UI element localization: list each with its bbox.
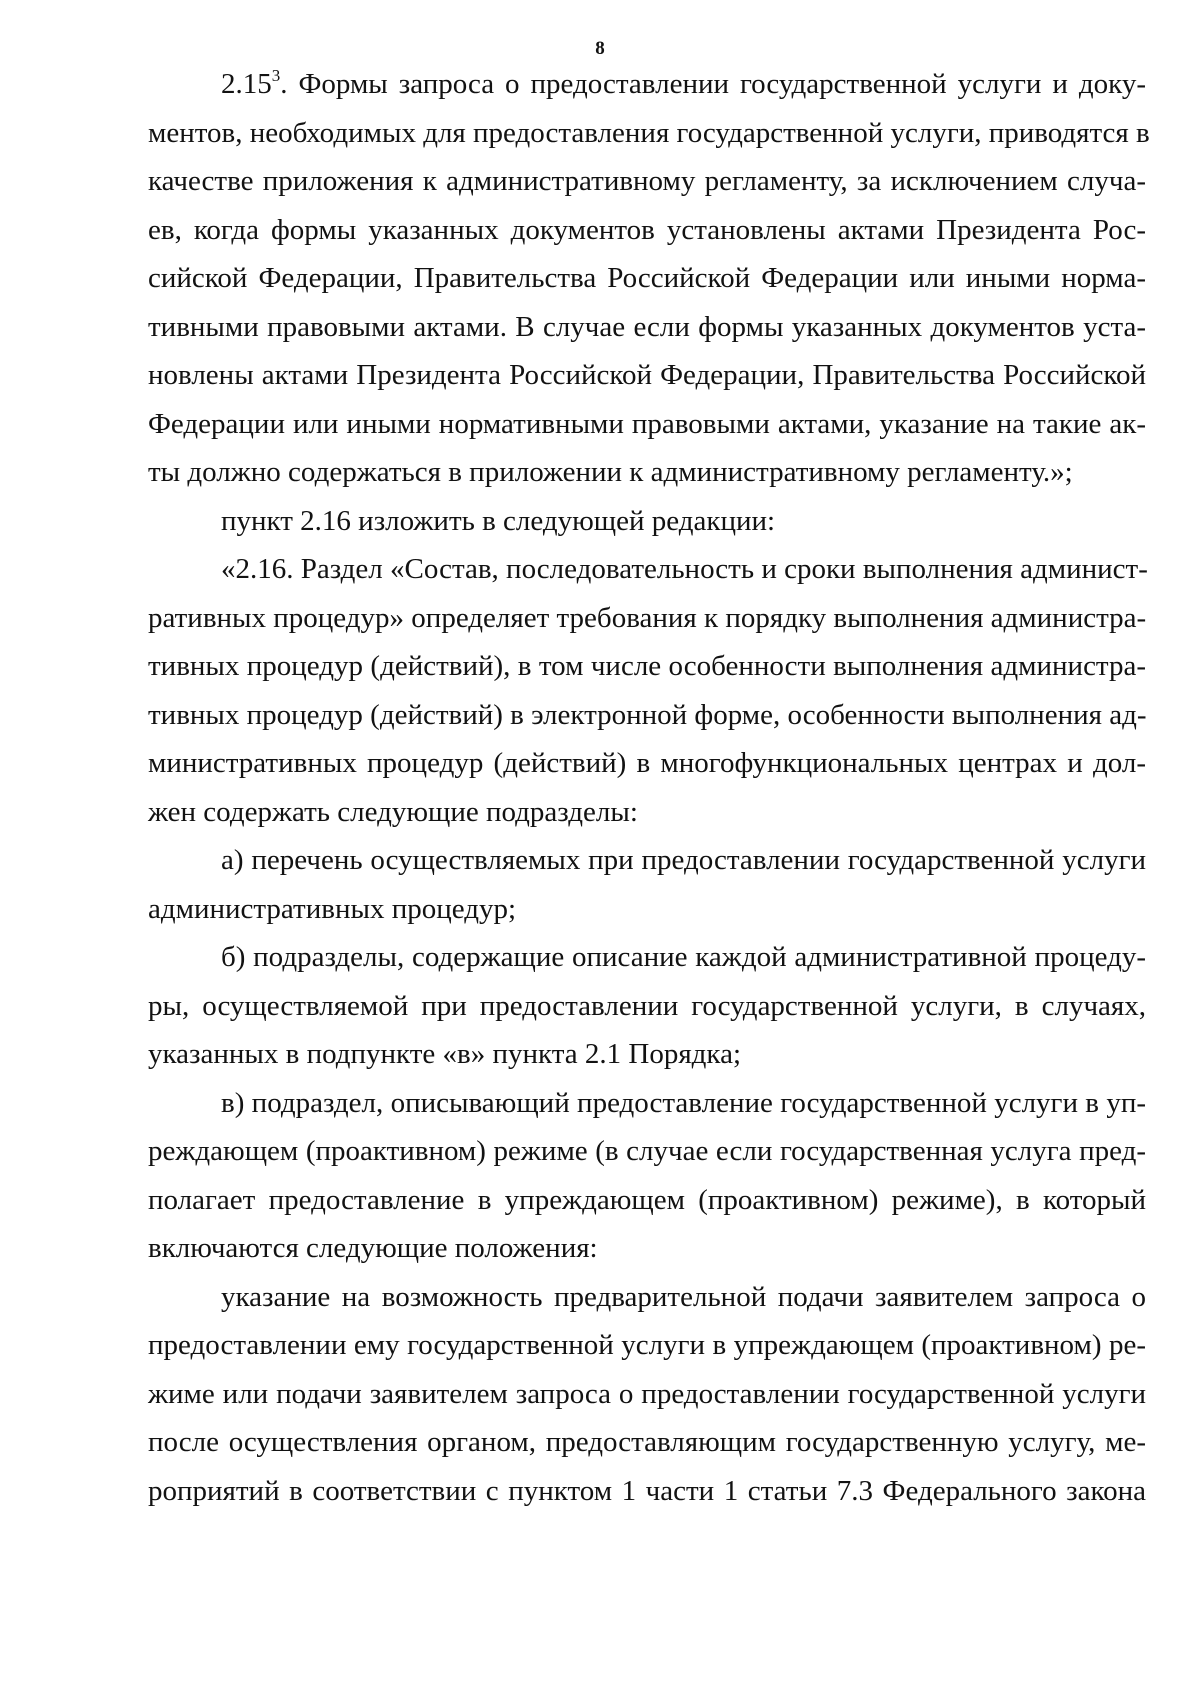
text-line: роприятий в соответствии с пунктом 1 части 1 статьи 7.3 Федерального закона (148, 1474, 1146, 1507)
text-line: ев, когда формы указанных документов установлены актами Президента Рос- (148, 213, 1146, 246)
text-line: жиме или подачи заявителем запроса о предоставлении государственной услуги (148, 1377, 1146, 1410)
text-line: указанных в подпункте «в» пункта 2.1 Порядка; (148, 1038, 741, 1070)
paragraph-2-15-3-line-1 (148, 60, 1146, 109)
text-line: новлены актами Президента Российской Федерации, Правительства Российской (148, 359, 1146, 391)
paragraph-text: . Формы запроса о предоставлении государственной услуги и доку- (280, 68, 1146, 100)
text-line: ты должно содержаться в приложении к административному регламенту.»; (148, 456, 1073, 488)
text-line: сийской Федерации, Правительства Российской Федерации или иными норма- (148, 262, 1146, 294)
text-line: полагает предоставление в упреждающем (проактивном) режиме), в который (148, 1183, 1146, 1216)
text-line: качестве приложения к административному регламенту, за исключением случа- (148, 165, 1146, 197)
provision-paragraph-line-1: указание на возможность предварительной подачи заявителем запроса о (221, 1280, 1146, 1313)
list-item-b-line-1: б) подразделы, содержащие описание каждой административной процеду- (221, 941, 1146, 973)
paragraph-2-16-line-1: «2.16. Раздел «Состав, последовательность и сроки выполнения админист- (221, 553, 1148, 585)
list-item-v-line-1: в) подраздел, описывающий предоставление государственной услуги в уп- (221, 1086, 1146, 1119)
text-line: тивных процедур (действий), в том числе особенности выполнения администра- (148, 650, 1146, 682)
text-line: министративных процедур (действий) в многофункциональных центрах и дол- (148, 747, 1146, 779)
list-item-a-line-1: а) перечень осуществляемых при предоставлении государственной услуги (221, 844, 1146, 876)
text-line: тивными правовыми актами. В случае если формы указанных документов уста- (148, 310, 1146, 343)
text-line: после осуществления органом, предоставляющим государственную услугу, ме- (148, 1426, 1146, 1458)
text-line: тивных процедур (действий) в электронной форме, особенности выполнения ад- (148, 698, 1147, 731)
text-line: ративных процедур» определяет требования к порядку выполнения администра- (148, 601, 1147, 634)
page-number: 8 (595, 38, 605, 59)
text-line: предоставлении ему государственной услуги в упреждающем (проактивном) ре- (148, 1329, 1146, 1361)
text-line: ры, осуществляемой при предоставлении государственной услуги, в случаях, (148, 989, 1146, 1022)
document-body (148, 60, 1150, 1515)
text-line: реждающем (проактивном) режиме (в случае если государственная услуга пред- (148, 1135, 1146, 1167)
text-line: включаются следующие положения: (148, 1232, 598, 1264)
text-line: административных процедур; (148, 892, 517, 925)
amendment-instruction: пункт 2.16 изложить в следующей редакции: (221, 504, 776, 537)
text-line: жен содержать следующие подразделы: (148, 795, 638, 828)
section-number: 2.15 (221, 68, 272, 100)
text-line: Федерации или иными нормативными правовыми актами, указание на такие ак- (148, 407, 1146, 440)
text-line: ментов, необходимых для предоставления государственной услуги, приводятся в (148, 116, 1150, 149)
section-superscript: 3 (271, 66, 281, 85)
